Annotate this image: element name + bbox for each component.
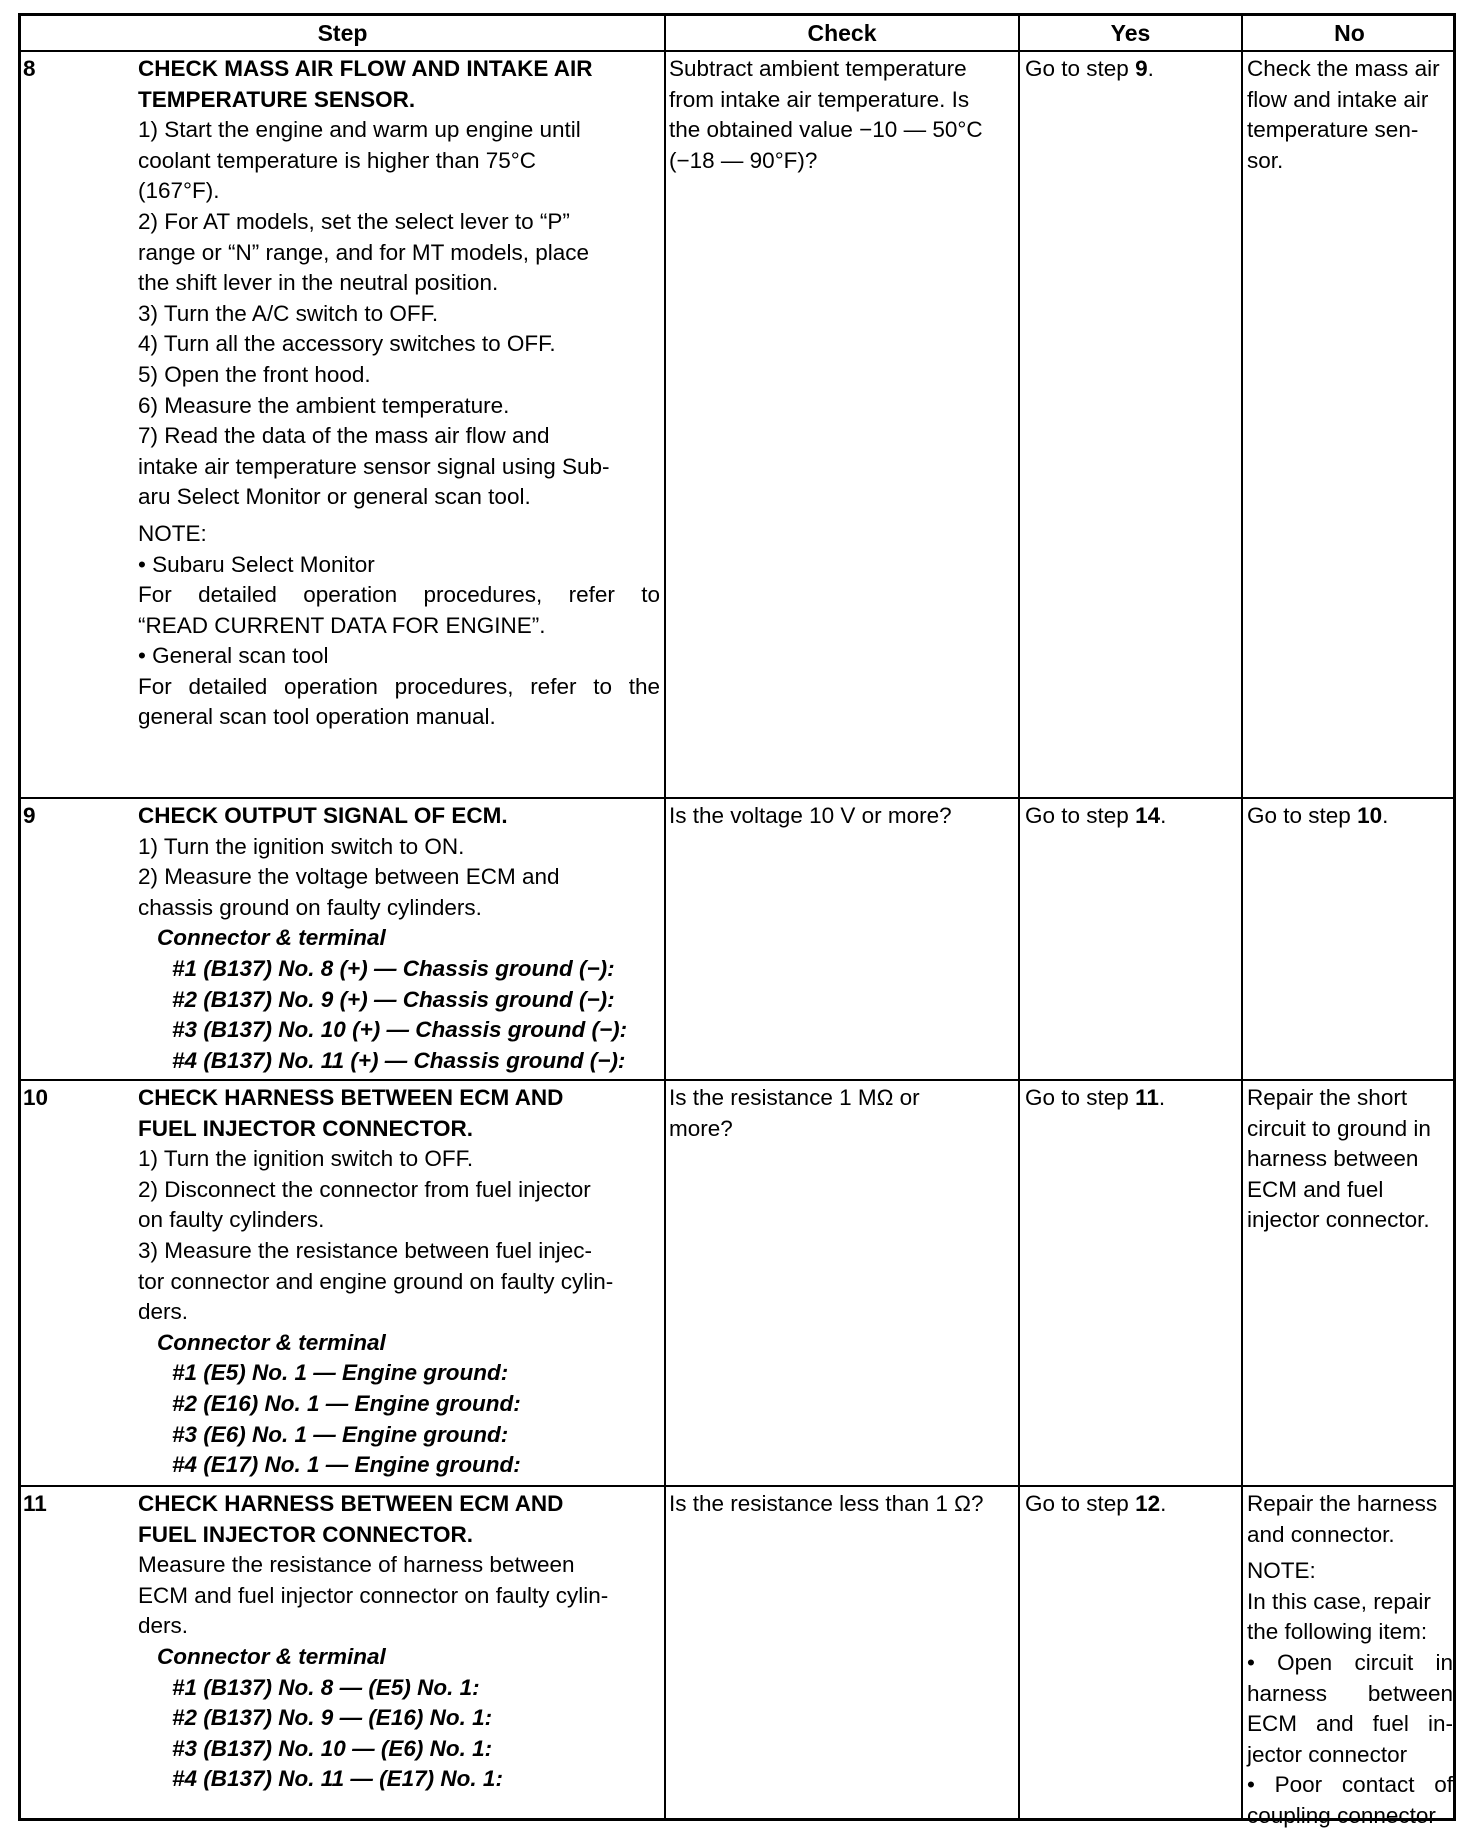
instruction-line: ders. (138, 1299, 189, 1325)
yes-step-number: 12 (1135, 1491, 1161, 1516)
connector-terminal: #1 (E5) No. 1 — Engine ground: (172, 1360, 509, 1386)
header-check: Check (807, 20, 877, 46)
note-line: NOTE: (138, 520, 207, 546)
connector-terminal: #2 (B137) No. 9 — (E16) No. 1: (172, 1705, 493, 1731)
instruction-line: 2) Measure the voltage between ECM and (138, 864, 560, 890)
step-title: FUEL INJECTOR CONNECTOR. (138, 1115, 474, 1141)
no-step-number: 10 (1357, 803, 1383, 828)
step-number: 9 (23, 803, 36, 828)
connector-terminal: #3 (B137) No. 10 — (E6) No. 1: (172, 1735, 493, 1761)
header-yes: Yes (1110, 20, 1151, 46)
instruction-line: 2) For AT models, set the select lever to “P” (138, 208, 570, 234)
check-text (669, 801, 1015, 832)
header-no: No (1334, 20, 1365, 46)
instruction-line: 3) Measure the resistance between fuel injec- (138, 1237, 592, 1263)
instruction-line: 1) Start the engine and warm up engine until (138, 117, 581, 143)
yes-action (1025, 54, 1154, 85)
step-title: CHECK HARNESS BETWEEN ECM AND (138, 1491, 564, 1516)
yes-text: Go to step (1025, 1085, 1136, 1110)
no-note-line: jector connector (1247, 1741, 1408, 1767)
no-text: . (1382, 803, 1389, 828)
step-content (138, 1489, 660, 1795)
no-line: circuit to ground in (1247, 1115, 1431, 1141)
instruction-line: 2) Disconnect the connector from fuel injector (138, 1176, 591, 1202)
no-action (1247, 54, 1453, 176)
no-action (1247, 1083, 1453, 1236)
yes-text: Go to step (1025, 1491, 1136, 1516)
row-divider (21, 1079, 1453, 1081)
check-line: (−18 — 90°F)? (669, 147, 818, 173)
no-note-line: NOTE: (1247, 1558, 1316, 1584)
step-title: CHECK MASS AIR FLOW AND INTAKE AIR (138, 56, 593, 81)
no-note-line: • Poor contact of (1247, 1772, 1453, 1798)
yes-text: Go to step (1025, 56, 1136, 81)
instruction-line: Measure the resistance of harness between (138, 1552, 575, 1578)
diagnostic-procedure-table (18, 13, 1456, 1828)
check-line: Subtract ambient temperature (669, 56, 967, 81)
yes-text: . (1147, 56, 1154, 81)
instruction-line: 1) Turn the ignition switch to OFF. (138, 1146, 474, 1172)
note-line: “READ CURRENT DATA FOR ENGINE”. (138, 612, 546, 638)
step-number: 11 (23, 1491, 47, 1516)
no-action (1247, 1489, 1453, 1832)
check-line: the obtained value −10 — 50°C (669, 117, 983, 143)
check-line: Is the resistance 1 MΩ or (669, 1085, 920, 1110)
connector-label: Connector & terminal (157, 1643, 386, 1669)
yes-step-number: 11 (1135, 1085, 1159, 1110)
connector-terminal: #3 (E6) No. 1 — Engine ground: (172, 1421, 509, 1447)
instruction-line: coolant temperature is higher than 75°C (138, 147, 536, 173)
row-divider (21, 1485, 1453, 1487)
no-line: temperature sen- (1247, 117, 1419, 143)
no-line: and connector. (1247, 1521, 1395, 1547)
instruction-line: 5) Open the front hood. (138, 361, 371, 387)
step-content (138, 54, 660, 733)
yes-action (1025, 801, 1166, 832)
step-title: CHECK HARNESS BETWEEN ECM AND (138, 1085, 564, 1110)
yes-action (1025, 1083, 1165, 1114)
header-step: Step (317, 20, 368, 46)
no-action (1247, 801, 1388, 832)
step-content (138, 801, 660, 1076)
column-divider (1241, 16, 1243, 1818)
yes-text: . (1160, 803, 1167, 828)
step-title: CHECK OUTPUT SIGNAL OF ECM. (138, 803, 508, 828)
instruction-line: on faulty cylinders. (138, 1207, 325, 1233)
yes-text: Go to step (1025, 803, 1136, 828)
step-title: TEMPERATURE SENSOR. (138, 86, 416, 112)
instruction-line: ECM and fuel injector connector on faulty cylin- (138, 1582, 609, 1608)
note-line: For detailed operation procedures, refer to (138, 582, 660, 608)
step-number: 8 (23, 56, 36, 81)
instruction-line: 4) Turn all the accessory switches to OFF. (138, 331, 556, 357)
no-line: Repair the harness (1247, 1491, 1438, 1516)
step-content (138, 1083, 660, 1481)
check-text (669, 1489, 1015, 1520)
no-line: sor. (1247, 147, 1284, 173)
connector-label: Connector & terminal (157, 1329, 386, 1355)
connector-label: Connector & terminal (157, 925, 386, 951)
instruction-line: chassis ground on faulty cylinders. (138, 894, 482, 920)
instruction-line: intake air temperature sensor signal using Sub- (138, 453, 610, 479)
no-note-line: harness between (1247, 1680, 1453, 1706)
check-line: Is the voltage 10 V or more? (669, 803, 952, 828)
yes-action (1025, 1489, 1166, 1520)
instruction-line: aru Select Monitor or general scan tool. (138, 484, 531, 510)
connector-terminal: #1 (B137) No. 8 — (E5) No. 1: (172, 1674, 480, 1700)
step-number: 10 (23, 1085, 49, 1110)
connector-terminal: #1 (B137) No. 8 (+) — Chassis ground (−): (172, 955, 615, 981)
check-line: more? (669, 1115, 733, 1141)
yes-step-number: 14 (1135, 803, 1161, 828)
connector-terminal: #2 (B137) No. 9 (+) — Chassis ground (−): (172, 986, 615, 1012)
column-divider (1018, 16, 1020, 1818)
no-line: Check the mass air (1247, 56, 1440, 81)
note-line: • General scan tool (138, 643, 329, 669)
no-note-line: coupling connector (1247, 1802, 1436, 1828)
no-line: ECM and fuel (1247, 1176, 1384, 1202)
note-line: • Subaru Select Monitor (138, 551, 375, 577)
no-line: flow and intake air (1247, 86, 1429, 112)
connector-terminal: #4 (B137) No. 11 — (E17) No. 1: (172, 1766, 503, 1792)
instruction-line: (167°F). (138, 178, 220, 204)
instruction-line: the shift lever in the neutral position. (138, 270, 499, 296)
no-note-line: ECM and fuel in- (1247, 1711, 1453, 1737)
no-line: harness between (1247, 1146, 1419, 1172)
connector-terminal: #2 (E16) No. 1 — Engine ground: (172, 1390, 521, 1416)
step-title: FUEL INJECTOR CONNECTOR. (138, 1521, 474, 1547)
no-note-line: In this case, repair (1247, 1588, 1431, 1614)
row-divider (21, 797, 1453, 799)
yes-text: . (1160, 1491, 1167, 1516)
no-note-line: • Open circuit in (1247, 1649, 1453, 1675)
instruction-line: 1) Turn the ignition switch to ON. (138, 833, 465, 859)
connector-terminal: #4 (E17) No. 1 — Engine ground: (172, 1452, 521, 1478)
column-divider (664, 16, 666, 1818)
instruction-line: range or “N” range, and for MT models, place (138, 239, 590, 265)
yes-text: . (1158, 1085, 1166, 1110)
check-text (669, 1083, 1015, 1144)
instruction-line: tor connector and engine ground on faulty cylin- (138, 1268, 614, 1294)
no-line: Repair the short (1247, 1085, 1408, 1110)
yes-step-number: 9 (1135, 56, 1148, 81)
instruction-line: ders. (138, 1613, 189, 1639)
note-line: general scan tool operation manual. (138, 704, 496, 730)
check-line: from intake air temperature. Is (669, 86, 970, 112)
no-line: injector connector. (1247, 1207, 1430, 1233)
instruction-line: 6) Measure the ambient temperature. (138, 392, 510, 418)
check-text (669, 54, 1015, 176)
no-note-line: the following item: (1247, 1619, 1428, 1645)
no-text: Go to step (1247, 803, 1358, 828)
instruction-line: 7) Read the data of the mass air flow and (138, 423, 550, 449)
instruction-line: 3) Turn the A/C switch to OFF. (138, 300, 439, 326)
connector-terminal: #4 (B137) No. 11 (+) — Chassis ground (−): (172, 1047, 626, 1073)
row-divider (21, 50, 1453, 52)
note-line: For detailed operation procedures, refer to the (138, 673, 660, 699)
check-line: Is the resistance less than 1 Ω? (669, 1491, 984, 1516)
connector-terminal: #3 (B137) No. 10 (+) — Chassis ground (−): (172, 1017, 628, 1043)
